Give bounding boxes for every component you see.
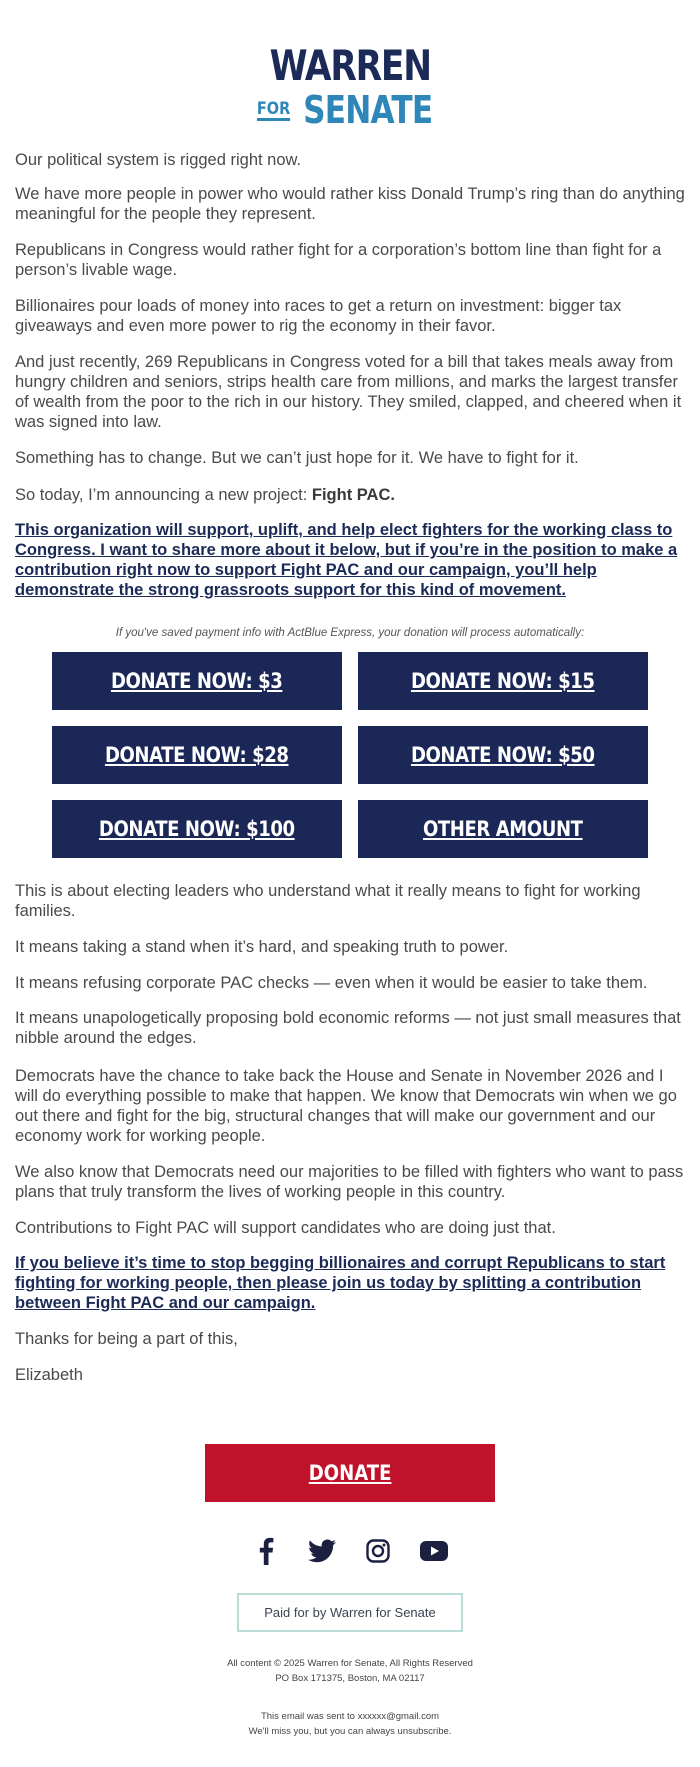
announce-prefix: So today, I’m announcing a new project: xyxy=(15,486,312,504)
fight-pac-label: Fight PAC. xyxy=(311,486,395,504)
footer-donate-label: DONATE xyxy=(308,1461,392,1485)
paragraph: This is about electing leaders who understand what it really means to fight for working families. xyxy=(15,882,641,920)
paragraph: We have more people in power who would rather kiss Donald Trump’s ring than do anything meaningful for the people they represent. xyxy=(15,185,685,223)
donate-100-button[interactable] xyxy=(52,800,342,858)
social-links xyxy=(0,1536,700,1566)
warren-for-senate-logo xyxy=(0,41,700,132)
donate-28-button[interactable] xyxy=(52,726,342,784)
paragraph: Contributions to Fight PAC will support candidates who are doing just that. xyxy=(15,1219,556,1237)
donate-3-label: DONATE NOW: $3 xyxy=(111,669,283,693)
paragraph: It means unapologetically proposing bold economic reforms — not just small measures that nibble around the edges. xyxy=(15,1009,681,1047)
paragraph: Democrats have the chance to take back the House and Senate in November 2026 and I will do everything possible to make that happen. We know that Democrats win when we go out there and fight for the big, structural changes that will make our government and our economy work for working people. xyxy=(15,1067,677,1145)
other-amount-button[interactable] xyxy=(358,800,648,858)
footer-donate-button[interactable] xyxy=(205,1444,495,1502)
paragraph: Republicans in Congress would rather fight for a corporation’s bottom line than fight for a person’s livable wage. xyxy=(15,241,662,279)
instagram-icon[interactable] xyxy=(363,1536,393,1566)
actblue-note: If you've saved payment info with ActBlue Express, your donation will process automatically: xyxy=(115,627,585,639)
paragraph: It means taking a stand when it’s hard, and speaking truth to power. xyxy=(15,938,509,956)
copyright: All content © 2025 Warren for Senate, All Rights Reserved xyxy=(227,1658,473,1669)
donate-50-label: DONATE NOW: $50 xyxy=(411,743,595,767)
announce-paragraph xyxy=(15,485,687,505)
youtube-icon[interactable] xyxy=(419,1536,449,1566)
donate-15-button[interactable] xyxy=(358,652,648,710)
donate-3-button[interactable] xyxy=(52,652,342,710)
donate-28-label: DONATE NOW: $28 xyxy=(105,743,289,767)
twitter-icon[interactable] xyxy=(307,1536,337,1566)
sent-to-notice: This email was sent to xxxxxx@gmail.com xyxy=(260,1711,440,1722)
donate-100-label: DONATE NOW: $100 xyxy=(99,817,295,841)
paid-for-disclaimer: Paid for by Warren for Senate xyxy=(237,1593,463,1632)
paragraph: Billionaires pour loads of money into races to get a return on investment: bigger tax giveaways and even more power to rig the economy in their favor. xyxy=(15,297,622,335)
paragraph: And just recently, 269 Republicans in Congress voted for a bill that takes meals away from hungry children and seniors, strips health care from millions, and marks the largest transfer of wealth from the poor to the rich in our history. They smiled, clapped, and cheered when it was signed into law. xyxy=(15,353,682,431)
facebook-icon[interactable] xyxy=(251,1536,281,1566)
logo-senate: SENATE xyxy=(303,88,433,132)
other-amount-label: OTHER AMOUNT xyxy=(423,817,583,841)
paragraph: We also know that Democrats need our majorities to be filled with fighters who want to pass plans that truly transform the lives of working people in this country. xyxy=(15,1163,684,1201)
closing: Thanks for being a part of this, xyxy=(15,1330,238,1348)
unsubscribe-link[interactable]: We'll miss you, but you can always unsubscribe. xyxy=(248,1726,452,1737)
logo-warren: WARREN xyxy=(269,41,431,90)
signature: Elizabeth xyxy=(15,1366,83,1384)
mailing-address: PO Box 171375, Boston, MA 02117 xyxy=(275,1673,425,1684)
donate-15-label: DONATE NOW: $15 xyxy=(411,669,595,693)
paragraph: Something has to change. But we can’t just hope for it. We have to fight for it. xyxy=(15,449,579,467)
donate-50-button[interactable] xyxy=(358,726,648,784)
fight-pac-contribution-link[interactable]: This organization will support, uplift, and help elect fighters for the working class to Congress. I want to share more about it below, but if you’re in the position to make a contribution right now to support Fight PAC and our campaign, you’ll help demonstrate the strong grassroots support for this kind of movement. xyxy=(15,521,678,599)
paragraph: Our political system is rigged right now. xyxy=(15,151,302,169)
logo-for: FOR xyxy=(256,98,290,119)
split-contribution-link[interactable]: If you believe it’s time to stop begging billionaires and corrupt Republicans to start fighting for working people, then please join us today by splitting a contribution between Fight PAC and our campaign. xyxy=(15,1254,666,1312)
paragraph: It means refusing corporate PAC checks — even when it would be easier to take them. xyxy=(15,974,648,992)
